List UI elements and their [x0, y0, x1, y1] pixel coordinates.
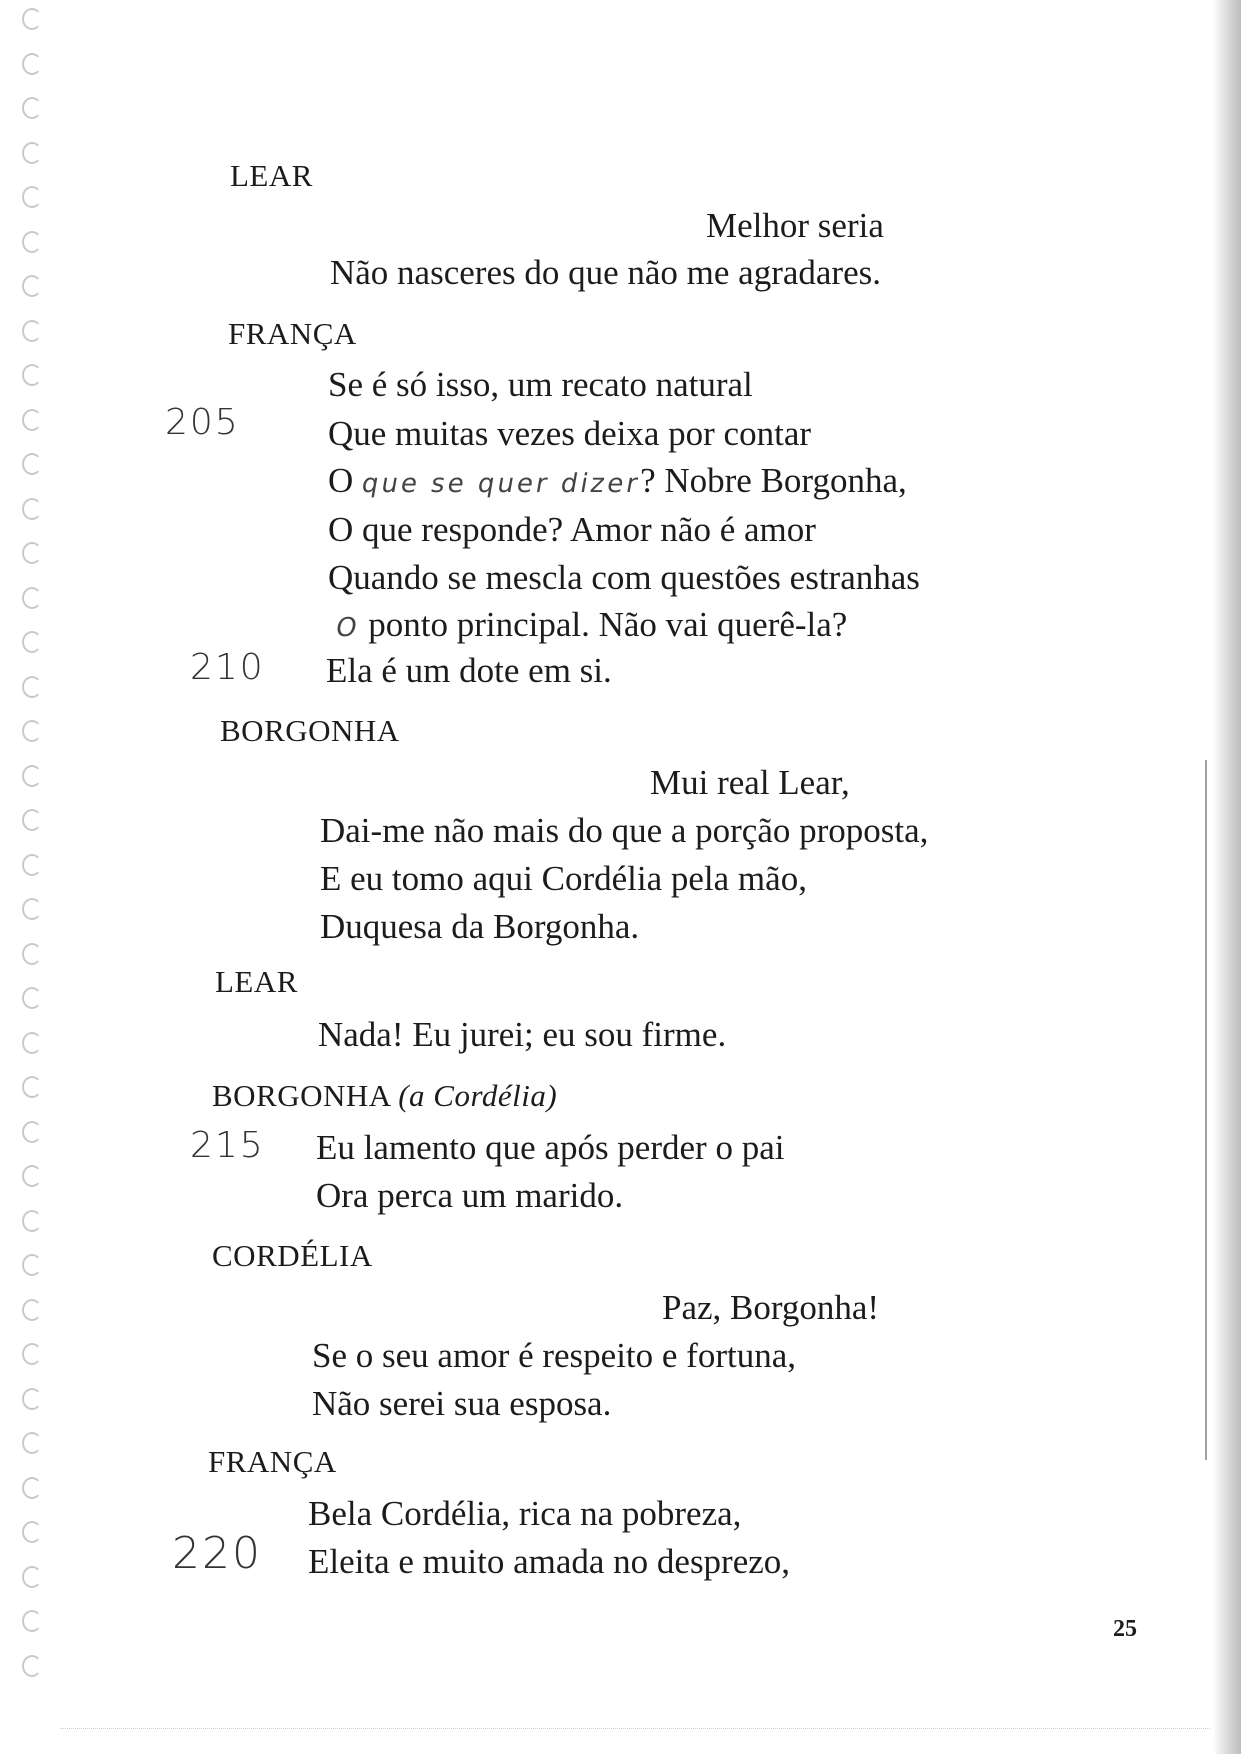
scan-artifact-line: [60, 1728, 1210, 1730]
binding-hole: [22, 1210, 42, 1232]
binding-hole: [22, 542, 42, 564]
binding-hole: [22, 498, 42, 520]
binding-hole: [22, 809, 42, 831]
binding-hole: [22, 898, 42, 920]
binding-hole: [22, 97, 42, 119]
binding-hole: [22, 1432, 42, 1454]
verse-line: Paz, Borgonha!: [662, 1288, 880, 1327]
verse-line: Eleita e muito amada no desprezo,: [308, 1542, 791, 1581]
binding-hole: [22, 1299, 42, 1321]
verse-line: Que muitas vezes deixa por contar: [328, 414, 812, 453]
binding-hole: [22, 320, 42, 342]
binding-hole: [22, 676, 42, 698]
binding-hole: [22, 364, 42, 386]
binding-hole: [22, 854, 42, 876]
page-edge-shadow: [1213, 0, 1241, 1754]
page-edge-line: [1205, 760, 1207, 1460]
binding-hole: [22, 1566, 42, 1588]
binding-hole: [22, 1032, 42, 1054]
speaker-name: BORGONHA: [212, 1078, 390, 1113]
verse-fragment: O: [328, 461, 354, 500]
line-number-handwritten: 215: [190, 1125, 265, 1166]
verse-line: Não nasceres do que não me agradares.: [330, 253, 881, 292]
line-number-handwritten: 210: [190, 647, 265, 688]
verse-line: Quando se mescla com questões estranhas: [328, 558, 920, 597]
binding-hole: [22, 8, 42, 30]
handwritten-insertion: que se quer dizer: [359, 469, 643, 499]
verse-line: Se o seu amor é respeito e fortuna,: [312, 1336, 797, 1375]
speaker-with-stage-direction: [212, 1080, 557, 1111]
verse-fragment: ? Nobre Borgonha,: [640, 461, 907, 500]
binding-hole: [22, 1165, 42, 1187]
binding-hole: [22, 1521, 42, 1543]
binding-hole: [22, 53, 42, 75]
verse-line: Mui real Lear,: [650, 763, 850, 802]
speaker-name: FRANÇA: [208, 1444, 337, 1479]
binding-hole: [22, 1388, 42, 1410]
binding-hole: [22, 142, 42, 164]
verse-fragment: ponto principal. Não vai querê-la?: [368, 605, 848, 644]
verse-line: O que responde? Amor não é amor: [328, 510, 816, 549]
binding-hole: [22, 587, 42, 609]
speaker-name: LEAR: [215, 964, 298, 999]
verse-line: Ela é um dote em si.: [326, 651, 612, 690]
verse-line: Melhor seria: [706, 206, 884, 245]
binding-hole: [22, 275, 42, 297]
verse-line: Eu lamento que após perder o pai: [316, 1128, 785, 1167]
binding-hole: [22, 720, 42, 742]
binding-hole: [22, 1343, 42, 1365]
verse-line: Nada! Eu jurei; eu sou firme.: [318, 1015, 727, 1054]
binding-hole: [22, 186, 42, 208]
binding-hole: [22, 1076, 42, 1098]
verse-line: Dai-me não mais do que a porção proposta,: [320, 811, 929, 850]
speaker-name: CORDÉLIA: [212, 1238, 373, 1273]
verse-line: Não serei sua esposa.: [312, 1384, 612, 1423]
binding-hole: [22, 1655, 42, 1677]
page-number: 25: [1113, 1616, 1137, 1642]
verse-line-annotated: [328, 463, 907, 498]
handwritten-insertion: O: [333, 613, 363, 643]
verse-line-annotated: [333, 605, 848, 644]
speaker-name: FRANÇA: [228, 316, 357, 351]
binding-hole: [22, 1121, 42, 1143]
line-number-handwritten: 220: [172, 1528, 262, 1579]
binding-hole: [22, 943, 42, 965]
binding-hole: [22, 1610, 42, 1632]
binding-hole: [22, 231, 42, 253]
speaker-name: BORGONHA: [220, 713, 400, 748]
verse-line: E eu tomo aqui Cordélia pela mão,: [320, 859, 807, 898]
spiral-binding: [22, 0, 62, 1754]
verse-line: Bela Cordélia, rica na pobreza,: [308, 1494, 742, 1533]
binding-hole: [22, 1477, 42, 1499]
binding-hole: [22, 631, 42, 653]
line-number-handwritten: 205: [165, 402, 240, 443]
stage-direction: (a Cordélia): [398, 1078, 558, 1113]
binding-hole: [22, 987, 42, 1009]
verse-line: Duquesa da Borgonha.: [320, 907, 640, 946]
binding-hole: [22, 453, 42, 475]
binding-hole: [22, 765, 42, 787]
binding-hole: [22, 1254, 42, 1276]
verse-line: Se é só isso, um recato natural: [328, 365, 753, 404]
verse-line: Ora perca um marido.: [316, 1176, 624, 1215]
speaker-name: LEAR: [230, 158, 313, 193]
binding-hole: [22, 409, 42, 431]
